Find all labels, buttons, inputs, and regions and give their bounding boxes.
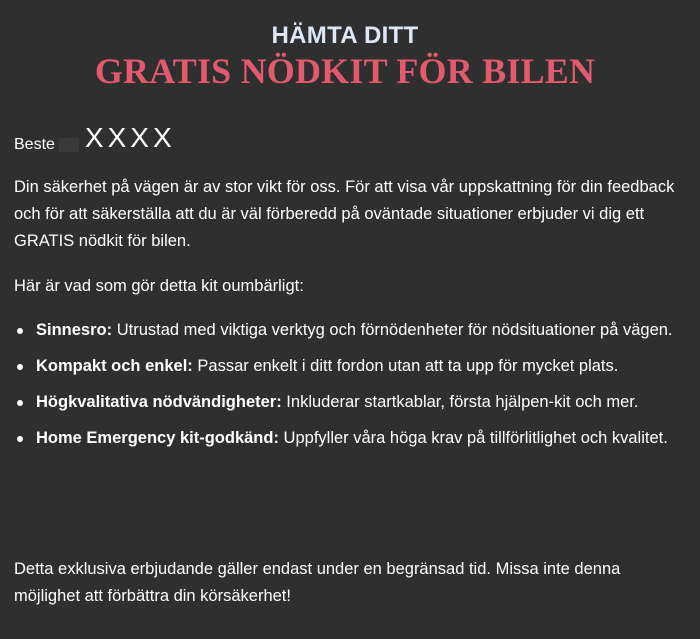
list-item xyxy=(14,425,678,452)
benefits-list xyxy=(14,317,678,461)
benefit-title: Sinnesro: xyxy=(36,321,113,339)
benefit-text: Passar enkelt i ditt fordon utan att ta upp för mycket plats. xyxy=(192,357,619,375)
header-subtitle: HÄMTA DITT xyxy=(271,22,419,49)
bullet-icon xyxy=(17,400,23,406)
list-item xyxy=(14,353,678,380)
intro-paragraph: Din säkerhet på vägen är av stor vikt för oss. För att visa vår uppskattning för din feedback och för att säkerställa att du är väl förberedd på oväntade situationer erbjuder vi dig ett GRATIS nödkit för bilen. xyxy=(14,178,675,250)
benefit-title: Högkvalitativa nödvändigheter: xyxy=(36,393,282,411)
name-placeholder: XXXX xyxy=(84,122,176,153)
list-lead-paragraph: Här är vad som gör detta kit oumbärligt: xyxy=(14,277,304,295)
redacted-name-mask xyxy=(59,138,79,152)
benefit-text: Uppfyller våra höga krav på tillförlitlighet och kvalitet. xyxy=(278,429,668,447)
benefit-title: Kompakt och enkel: xyxy=(36,357,193,375)
greeting xyxy=(14,120,176,156)
bullet-icon xyxy=(17,436,23,442)
benefit-text: Inkluderar startkablar, första hjälpen-kit och mer. xyxy=(281,393,639,411)
bullet-icon xyxy=(17,328,23,334)
benefit-title: Home Emergency kit-godkänd: xyxy=(36,429,279,447)
benefit-text: Utrustad med viktiga verktyg och förnödenheter för nödsituationer på vägen. xyxy=(112,321,673,339)
list-item xyxy=(14,389,678,416)
header-title: GRATIS NÖDKIT FÖR BILEN xyxy=(94,51,596,91)
closing-paragraph: Detta exklusiva erbjudande gäller endast under en begränsad tid. Missa inte denna möjlighet att förbättra din körsäkerhet! xyxy=(14,560,621,605)
list-item xyxy=(14,317,678,344)
greeting-salutation: Beste xyxy=(14,136,55,153)
bullet-icon xyxy=(17,364,23,370)
